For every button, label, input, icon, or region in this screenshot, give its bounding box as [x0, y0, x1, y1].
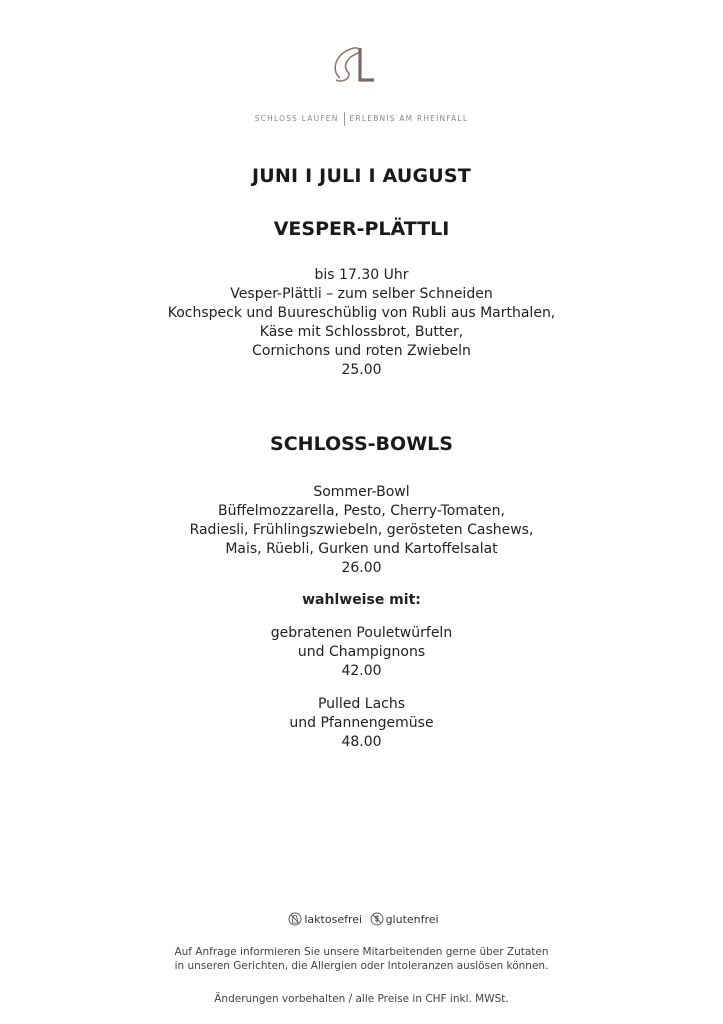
vesper-line: Kochspeck und Buureschüblig von Rubli aus Marthalen, [167, 305, 556, 321]
gluten-free-icon [370, 912, 384, 926]
vesper-line: Vesper-Plättli – zum selber Schneiden [230, 286, 493, 302]
bowls-title: SCHLOSS-BOWLS [270, 433, 453, 455]
bowl-line: Büffelmozzarella, Pesto, Cherry-Tomaten, [218, 503, 505, 519]
allergy-note [0, 945, 723, 973]
option-price: 48.00 [341, 734, 382, 750]
option-chicken [0, 624, 723, 681]
logo-monogram-icon [326, 40, 380, 88]
option-line: und Champignons [297, 644, 426, 660]
gluten-free-label: glutenfrei [385, 913, 439, 926]
option-line: und Pfannengemüse [289, 715, 434, 731]
option-price: 42.00 [341, 663, 382, 679]
months-heading: JUNI I JULI I AUGUST [252, 165, 471, 187]
lactose-free-icon [288, 912, 302, 926]
allergy-note-line: Auf Anfrage informieren Sie unsere Mitarbeitenden gerne über Zutaten [174, 946, 549, 958]
vesper-line: Cornichons und roten Zwiebeln [252, 343, 471, 359]
bowl-line: Sommer-Bowl [313, 484, 410, 500]
price-note: Änderungen vorbehalten / alle Preise in CHF inkl. MWSt. [214, 993, 509, 1005]
bowl-line: Mais, Rüebli, Gurken und Kartoffelsalat [225, 541, 498, 557]
vesper-price: 25.00 [341, 362, 382, 378]
brand-name: SCHLOSS LAUFEN [254, 114, 339, 123]
vesper-line: bis 17.30 Uhr [314, 267, 409, 283]
vesper-line: Käse mit Schlossbrot, Butter, [259, 324, 464, 340]
options-label: wahlweise mit: [302, 592, 421, 608]
brand-line [0, 112, 723, 126]
bowl-line: Radiesli, Frühlingszwiebeln, gerösteten Cashews, [189, 522, 534, 538]
brand-divider [344, 112, 345, 126]
bowl-description [0, 483, 723, 578]
diet-legend [0, 912, 723, 926]
vesper-title: VESPER-PLÄTTLI [273, 218, 450, 240]
option-line: gebratenen Pouletwürfeln [270, 625, 453, 641]
option-line: Pulled Lachs [317, 696, 406, 712]
allergy-note-line: in unseren Gerichten, die Allergien oder Intoleranzen auslösen können. [174, 960, 549, 972]
brand-tagline: ERLEBNIS AM RHEINFALL [349, 114, 469, 123]
option-salmon [0, 695, 723, 752]
bowl-price: 26.00 [341, 560, 382, 576]
vesper-description [0, 266, 723, 380]
lactose-free-label: laktosefrei [304, 913, 363, 926]
